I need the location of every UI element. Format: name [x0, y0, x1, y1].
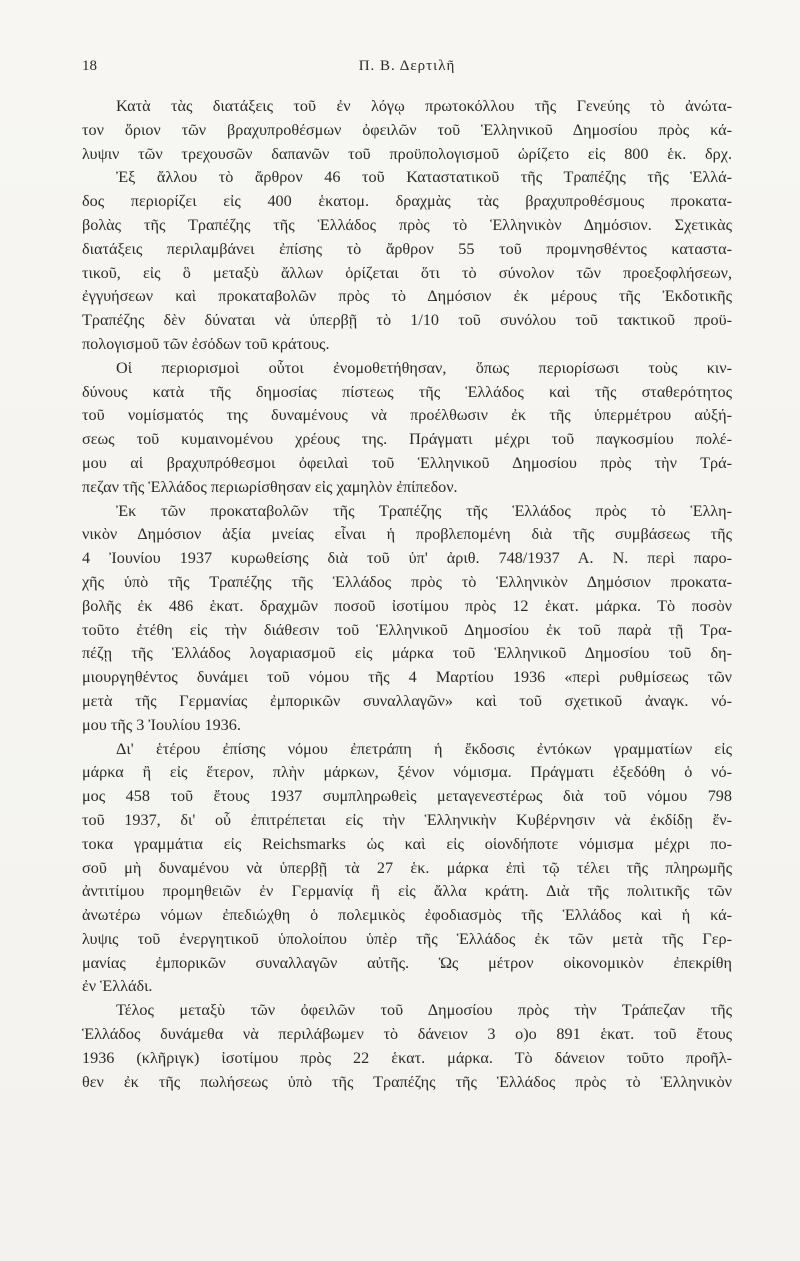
- text-line: βολῆς ἐκ 486 ἑκατ. δραχμῶν ποσοῦ ἰσοτίμου πρὸς 12 ἑκατ. μάρκα. Τὸ ποσὸν: [82, 596, 732, 615]
- text-line: Τραπέζης δὲν δύναται νὰ ὑπερβῇ τὸ 1/10 τοῦ συνόλου τοῦ τακτικοῦ προϋ-: [82, 311, 732, 330]
- text-line: νικὸν Δημόσιον ἀξία μνείας εἶναι ἡ προβλεπομένη διὰ τῆς συμβάσεως τῆς: [82, 525, 732, 544]
- text-line: τοῦ νομίσματός της δυναμένους νὰ προέλθωσιν ἐκ τῆς ὑπερμέτρου αὐξή-: [82, 406, 732, 425]
- text-line: Ἐξ ἄλλου τὸ ἄρθρον 46 τοῦ Καταστατικοῦ τῆς Τραπέζης τῆς Ἑλλά-: [116, 168, 732, 187]
- text-line: μου αἱ βραχυπρόθεσμοι ὀφειλαὶ τοῦ Ἑλληνικοῦ Δημοσίου πρὸς τὴν Τρά-: [82, 453, 732, 472]
- body-text: [82, 95, 732, 1094]
- text-line: μιουργηθέντος δυνάμει τοῦ νόμου τῆς 4 Μαρτίου 1936 «περὶ ρυθμίσεως τῶν: [82, 668, 732, 687]
- text-line: βολὰς τῆς Τραπέζης τῆς Ἑλλάδος πρὸς τὸ Ἑλληνικὸν Δημόσιον. Σχετικὰς: [82, 215, 732, 234]
- text-line: Κατὰ τὰς διατάξεις τοῦ ἐν λόγῳ πρωτοκόλλου τῆς Γενεύης τὸ ἀνώτα-: [116, 97, 732, 115]
- text-line: λυψιν τῶν τρεχουσῶν δαπανῶν τοῦ προϋπολογισμοῦ ὡρίζετο εἰς 800 ἑκ. δρχ.: [82, 144, 732, 163]
- text-line: μου τῆς 3 Ἰουλίου 1936.: [82, 715, 241, 734]
- text-line: τοῦ 1937, δι' οὗ ἐπιτρέπεται εἰς τὴν Ἑλληνικὴν Κυβέρνησιν νὰ ἐκδίδῃ ἔν-: [82, 810, 732, 829]
- text-line: μάρκα ἢ εἰς ἕτερον, πλὴν μάρκων, ξένον νόμισμα. Πράγματι ἐξεδόθη ὁ νό-: [82, 763, 732, 782]
- text-line: 4 Ἰουνίου 1937 κυρωθείσης διὰ τοῦ ὑπ' ἀριθ. 748/1937 Α. Ν. περὶ παρο-: [82, 549, 732, 568]
- text-line: Τέλος μεταξὺ τῶν ὀφειλῶν τοῦ Δημοσίου πρὸς τὴν Τράπεζαν τῆς: [116, 1001, 732, 1020]
- page-number: 18: [82, 58, 97, 74]
- text-line: θεν ἐκ τῆς πωλήσεως ὑπὸ τῆς Τραπέζης τῆς Ἑλλάδος πρὸς τὸ Ἑλληνικὸν: [82, 1072, 732, 1091]
- text-line: σοῦ μὴ δυναμένου νὰ ὑπερβῇ τὰ 27 ἑκ. μάρκα ἐπὶ τῷ τέλει τῆς πληρωμῆς: [82, 858, 732, 877]
- text-line: δος περιορίζει εἰς 400 ἑκατομ. δραχμὰς τὰς βραχυπροθέσμους προκατα-: [82, 192, 732, 211]
- text-line: λυψις τοῦ ἐνεργητικοῦ ὑπολοίπου ὑπὲρ τῆς Ἑλλάδος ἐκ τῶν μετὰ τῆς Γερ-: [82, 929, 732, 948]
- text-line: 1936 (κλῆριγκ) ἰσοτίμου πρὸς 22 ἑκατ. μάρκα. Τὸ δάνειον τοῦτο προῆλ-: [82, 1048, 732, 1067]
- text-line: Ἑλλάδος δυνάμεθα νὰ περιλάβωμεν τὸ δάνειον 3 ο)ο 891 ἑκατ. τοῦ ἔτους: [82, 1025, 732, 1044]
- text-line: Οἱ περιορισμοὶ οὗτοι ἐνομοθετήθησαν, ὅπως περιορίσωσι τοὺς κιν-: [116, 358, 732, 377]
- page-header: [82, 58, 732, 82]
- text-line: ἀντιτίμου προμηθειῶν ἐν Γερμανίᾳ ἢ εἰς ἄλλα κράτη. Διὰ τῆς πολιτικῆς τῶν: [82, 882, 732, 901]
- text-line: τοῦτο ἐτέθη εἰς τὴν διάθεσιν τοῦ Ἑλληνικοῦ Δημοσίου ἐκ τοῦ παρὰ τῇ Τρα-: [82, 620, 732, 639]
- text-line: πολογισμοῦ τῶν ἐσόδων τοῦ κράτους.: [82, 334, 330, 353]
- running-head: Π. Β. Δερτιλῆ: [358, 58, 456, 74]
- text-line: ἀνωτέρω νόμων ἐπεδιώχθη ὁ πολεμικὸς ἐφοδιασμὸς τῆς Ἑλλάδος καὶ ἡ κά-: [82, 906, 732, 925]
- text-line: Ἐκ τῶν προκαταβολῶν τῆς Τραπέζης τῆς Ἑλλάδος πρὸς τὸ Ἑλλη-: [116, 501, 732, 520]
- text-line: διατάξεις περιλαμβάνει ἐπίσης τὸ ἄρθρον 55 τοῦ προμνησθέντος καταστα-: [82, 239, 732, 258]
- text-line: πεζαν τῆς Ἑλλάδος περιωρίσθησαν εἰς χαμηλὸν ἐπίπεδον.: [82, 477, 458, 496]
- text-line: τον ὅριον τῶν βραχυπροθέσμων ὀφειλῶν τοῦ Ἑλληνικοῦ Δημοσίου πρὸς κά-: [82, 120, 732, 139]
- text-line: χῆς ὑπὸ τῆς Τραπέζης τῆς Ἑλλάδος πρὸς τὸ Ἑλληνικὸν Δημόσιον προκατα-: [82, 572, 732, 591]
- text-line: μετὰ τῆς Γερμανίας ἐμπορικῶν συναλλαγῶν» καὶ τοῦ σχετικοῦ ἀναγκ. νό-: [82, 691, 732, 710]
- text-line: τικοῦ, εἰς ὃ μεταξὺ ἄλλων ὁρίζεται ὅτι τὸ σύνολον τῶν προεξοφλήσεων,: [82, 263, 732, 282]
- text-line: πέζῃ τῆς Ἑλλάδος λογαριασμοῦ εἰς μάρκα τοῦ Ἑλληνικοῦ Δημοσίου τοῦ δη-: [82, 644, 732, 663]
- text-line: Δι' ἑτέρου ἐπίσης νόμου ἐπετράπη ἡ ἔκδοσις ἐντόκων γραμματίων εἰς: [116, 739, 732, 758]
- text-line: μος 458 τοῦ ἔτους 1937 συμπληρωθεὶς μεταγενεστέρως διὰ τοῦ νόμου 798: [82, 787, 732, 806]
- text-line: σεως τοῦ κυμαινομένου χρέους της. Πράγματι μέχρι τοῦ παγκοσμίου πολέ-: [82, 430, 732, 449]
- text-line: τοκα γραμμάτια εἰς Reichsmarks ὡς καὶ εἰς οἱονδήποτε νόμισμα μέχρι πο-: [82, 834, 732, 853]
- text-line: δύνους κατὰ τῆς δημοσίας πίστεως τῆς Ἑλλάδος καὶ τῆς σταθερότητος: [82, 382, 732, 401]
- text-line: ἐν Ἑλλάδι.: [82, 977, 153, 996]
- text-line: ἐγγυήσεων καὶ προκαταβολῶν πρὸς τὸ Δημόσιον ἐκ μέρους τῆς Ἐκδοτικῆς: [82, 287, 732, 306]
- text-line: μανίας ἐμπορικῶν συναλλαγῶν αὐτῆς. Ὡς μέτρον οἰκονομικὸν ἐπεκρίθη: [82, 953, 732, 972]
